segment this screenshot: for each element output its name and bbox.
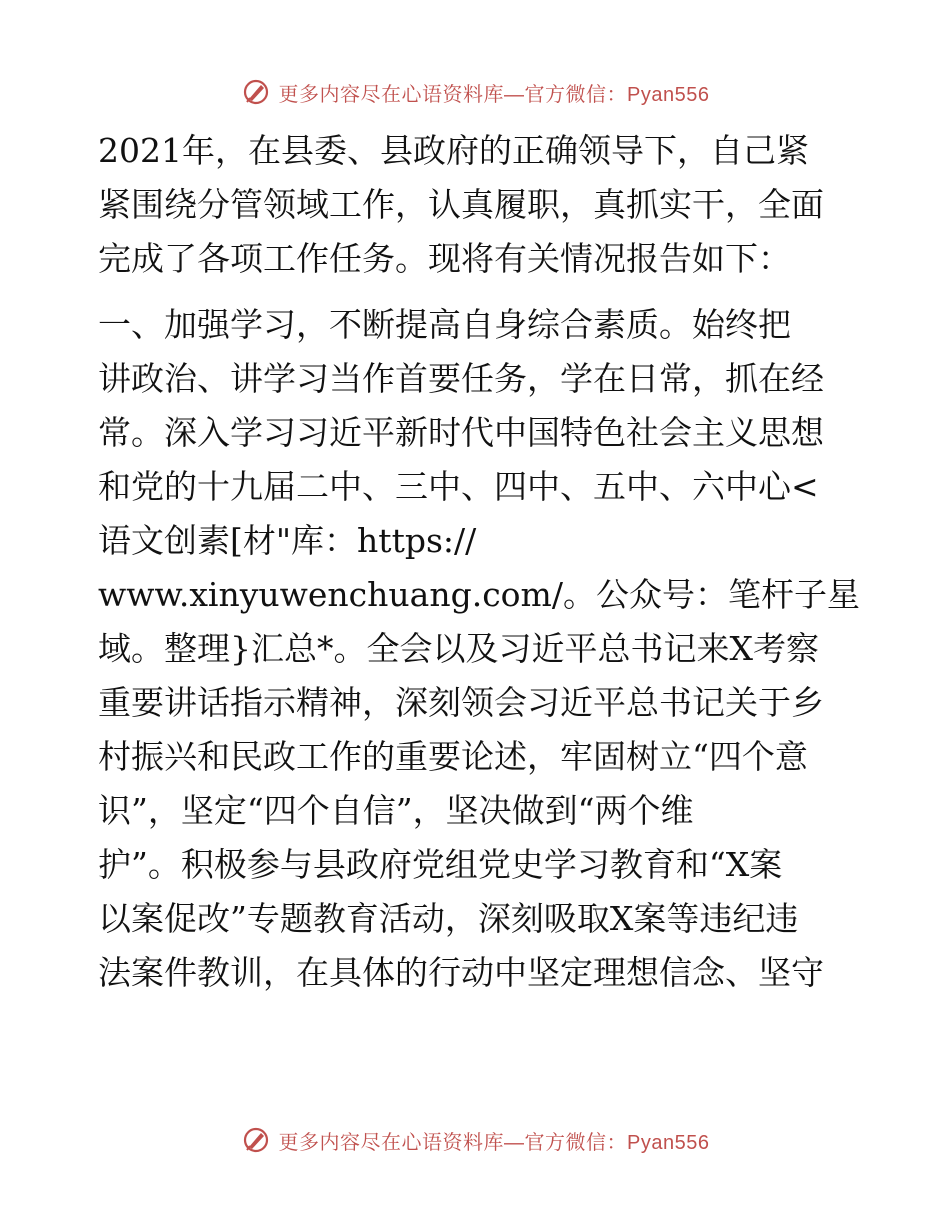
text-line: 村振兴和民政工作的重要论述，牢固树立“四个意 — [98, 737, 808, 776]
paragraph-section-one — [98, 298, 860, 1000]
text-line: 一、加强学习，不断提高自身综合素质。始终把 — [98, 305, 791, 344]
text-line: 讲政治、讲学习当作首要任务，学在日常，抓在经 — [98, 359, 824, 398]
text-line: 以案促改”专题教育活动，深刻吸取X案等违纪违 — [98, 899, 799, 938]
text-line: 常。深入学习习近平新时代中国特色社会主义思想 — [98, 413, 824, 452]
text-line: 和党的十九届二中、三中、四中、五中、六中心< — [98, 467, 819, 506]
text-line: 重要讲话指示精神，深刻领会习近平总书记关于乡 — [98, 683, 824, 722]
text-line: 完成了各项工作任务。现将有关情况报告如下： — [98, 239, 791, 278]
footer-banner — [0, 1120, 950, 1160]
header-banner-text: 更多内容尽在心语资料库—官方微信：Pyan556 — [278, 83, 710, 106]
text-line: 护”。积极参与县政府党组党史学习教育和“X案 — [98, 845, 783, 884]
quill-pen-logo-icon — [241, 77, 271, 107]
header-banner — [0, 72, 950, 112]
text-line: 识”，坚定“四个自信”，坚决做到“两个维 — [98, 791, 694, 830]
text-line: www.xinyuwenchuang.com/。公众号：笔杆子星 — [98, 575, 860, 614]
text-line: 2021年，在县委、县政府的正确领导下，自己紧 — [98, 131, 809, 170]
text-line: 语文创素[材"库：https:// — [98, 521, 477, 560]
text-line: 域。整理}汇总*。全会以及习近平总书记来X考察 — [98, 629, 819, 668]
document-body — [98, 124, 860, 1000]
footer-banner-text: 更多内容尽在心语资料库—官方微信：Pyan556 — [278, 1131, 710, 1154]
quill-pen-logo-icon — [241, 1125, 271, 1155]
text-line: 紧围绕分管领域工作，认真履职，真抓实干，全面 — [98, 185, 824, 224]
paragraph-intro — [98, 124, 854, 286]
text-line: 法案件教训，在具体的行动中坚定理想信念、坚守 — [98, 953, 824, 992]
